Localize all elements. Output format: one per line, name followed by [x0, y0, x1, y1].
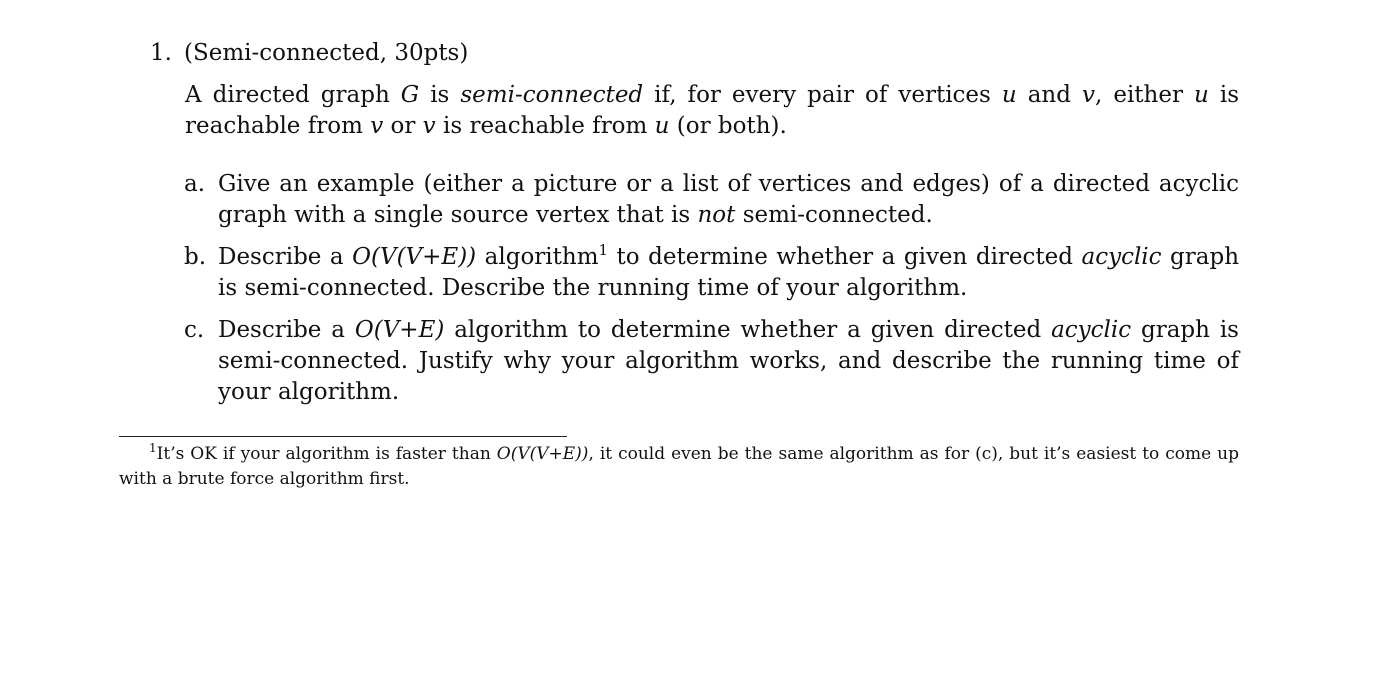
footnote-divider: [119, 436, 567, 437]
part-text: semi-connected.: [735, 202, 933, 228]
part-b-text: [218, 242, 1239, 304]
part-label: a.: [184, 171, 206, 197]
part-text: to determine whether a given directed: [608, 244, 1082, 270]
emphasis: not: [697, 202, 736, 228]
footnote-ref[interactable]: 1: [598, 241, 609, 259]
intro-text: A directed graph: [185, 82, 401, 108]
intro-text: (or both).: [669, 113, 787, 139]
intro-text: and: [1016, 82, 1082, 108]
part-c: [184, 315, 1239, 408]
math-var: G: [400, 82, 420, 108]
problem-heading: [150, 38, 468, 69]
part-label: b.: [184, 244, 207, 270]
intro-text: is reachable from: [435, 113, 655, 139]
defined-term: semi-connected: [460, 82, 644, 108]
footnote-text: It’s OK if your algorithm is faster than: [156, 444, 497, 464]
part-text: algorithm to determine whether a given directed: [444, 317, 1052, 343]
part-text: graph is semi-connected. Describe the running time of your algorithm.: [218, 244, 1240, 301]
part-text: graph is semi-connected. Justify why your algorithm works, and describe the running time of your algorithm.: [218, 317, 1239, 405]
intro-text: , either: [1095, 82, 1194, 108]
intro-text: if, for every pair of vertices: [643, 82, 1002, 108]
math-var: u: [1001, 82, 1017, 108]
complexity-expression: O(V(V+E)): [352, 244, 477, 270]
emphasis: acyclic: [1081, 244, 1162, 270]
part-a-text: [218, 169, 1239, 231]
part-text: algorithm: [476, 244, 599, 270]
footnote-text: , it could even be the same algorithm as for (c), but it’s easiest to come up with a brute force algorithm first.: [119, 444, 1239, 489]
intro-text: is: [419, 82, 461, 108]
part-text: Describe a: [218, 317, 355, 343]
part-text: Give an example (either a picture or a list of vertices and edges) of a directed acyclic graph with a single source vertex that is: [218, 171, 1239, 228]
part-b: [184, 242, 1239, 304]
intro-text: is reachable from: [185, 82, 1239, 139]
math-var: v: [1082, 82, 1095, 108]
emphasis: acyclic: [1051, 317, 1132, 343]
footnote: [119, 442, 1239, 492]
part-label: c.: [184, 317, 205, 343]
part-c-text: [218, 315, 1239, 408]
math-var: v: [422, 113, 436, 139]
problem-number: 1.: [150, 40, 172, 66]
part-a: [184, 169, 1239, 231]
problem-title: (Semi-connected, 30pts): [184, 40, 469, 66]
math-var: u: [654, 113, 670, 139]
footnote-mark: 1: [149, 441, 157, 455]
intro-text: or: [383, 113, 423, 139]
problem-definition: [185, 80, 1239, 142]
part-text: Describe a: [218, 244, 353, 270]
complexity-expression: O(V+E): [354, 317, 445, 343]
math-var: v: [370, 113, 384, 139]
complexity-expression: O(V(V+E)): [496, 444, 589, 464]
math-var: u: [1193, 82, 1209, 108]
